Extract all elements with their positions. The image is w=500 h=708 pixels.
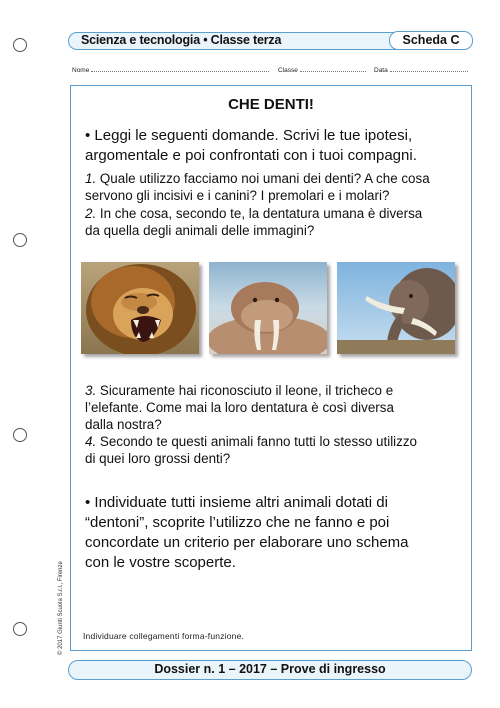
header-bar (68, 32, 472, 50)
classe-field[interactable] (278, 65, 366, 74)
question-number: 2. (85, 206, 97, 221)
instruction-1-line-2: argomentale e poi confrontati con i tuoi compagni. (85, 147, 417, 164)
question-text: dalla nostra? (85, 417, 162, 432)
question-text: servono gli incisivi e i canini? I premolari e i molari? (85, 188, 390, 203)
copyright-notice: © 2017 Giunti Scuola S.r.l., Firenze (58, 561, 64, 655)
data-field[interactable] (374, 65, 468, 74)
question-text: Quale utilizzo facciamo noi umani dei denti? A che cosa (96, 171, 430, 186)
data-label: Data (374, 67, 388, 74)
binder-hole-4 (13, 622, 27, 636)
dossier-bar: Dossier n. 1 – 2017 – Prove di ingresso (68, 660, 472, 680)
question-2 (85, 205, 465, 239)
question-text: Sicuramente hai riconosciuto il leone, il tricheco e (96, 383, 394, 398)
question-4 (85, 433, 465, 467)
question-1 (85, 170, 465, 204)
subject-title: Scienza e tecnologia • Classe terza (81, 33, 282, 47)
question-text: In che cosa, secondo te, la dentatura umana è diversa (96, 206, 423, 221)
scheda-label: Scheda C (389, 31, 473, 50)
worksheet-title: CHE DENTI! (228, 96, 314, 113)
classe-label: Classe (278, 67, 298, 74)
instruction-2-line-2: “dentoni”, scoprite l’utilizzo che ne fanno e poi (85, 514, 390, 531)
question-text: l’elefante. Come mai la loro dentatura è così diversa (85, 400, 394, 415)
nome-field[interactable] (72, 65, 269, 74)
binder-hole-2 (13, 233, 27, 247)
walrus-photo (209, 262, 327, 354)
instruction-2-line-3: concordate un criterio per elaborare uno schema (85, 534, 409, 551)
binder-hole-1 (13, 38, 27, 52)
nome-label: Nome (72, 67, 90, 74)
lion-photo (81, 262, 199, 354)
question-text: di quei loro grossi denti? (85, 451, 231, 466)
question-number: 4. (85, 434, 97, 449)
elephant-image (337, 262, 455, 354)
student-fields (72, 65, 472, 77)
question-number: 1. (85, 171, 97, 186)
walrus-image (209, 262, 327, 354)
learning-objective: Individuare collegamenti forma-funzione. (83, 631, 245, 641)
elephant-photo (337, 262, 455, 354)
question-3 (85, 382, 465, 433)
instruction-2-line-4: con le vostre scoperte. (85, 554, 236, 571)
question-number: 3. (85, 383, 97, 398)
question-text: da quella degli animali delle immagini? (85, 223, 315, 238)
lion-image (81, 262, 199, 354)
instruction-1-line-1: • Leggi le seguenti domande. Scrivi le tue ipotesi, (85, 127, 413, 144)
binder-hole-3 (13, 428, 27, 442)
question-text: Secondo te questi animali fanno tutti lo stesso utilizzo (96, 434, 417, 449)
instruction-1 (85, 126, 465, 166)
instruction-2 (85, 493, 465, 573)
worksheet-box (70, 85, 472, 651)
instruction-2-line-1: • Individuate tutti insieme altri animali dotati di (85, 494, 388, 511)
